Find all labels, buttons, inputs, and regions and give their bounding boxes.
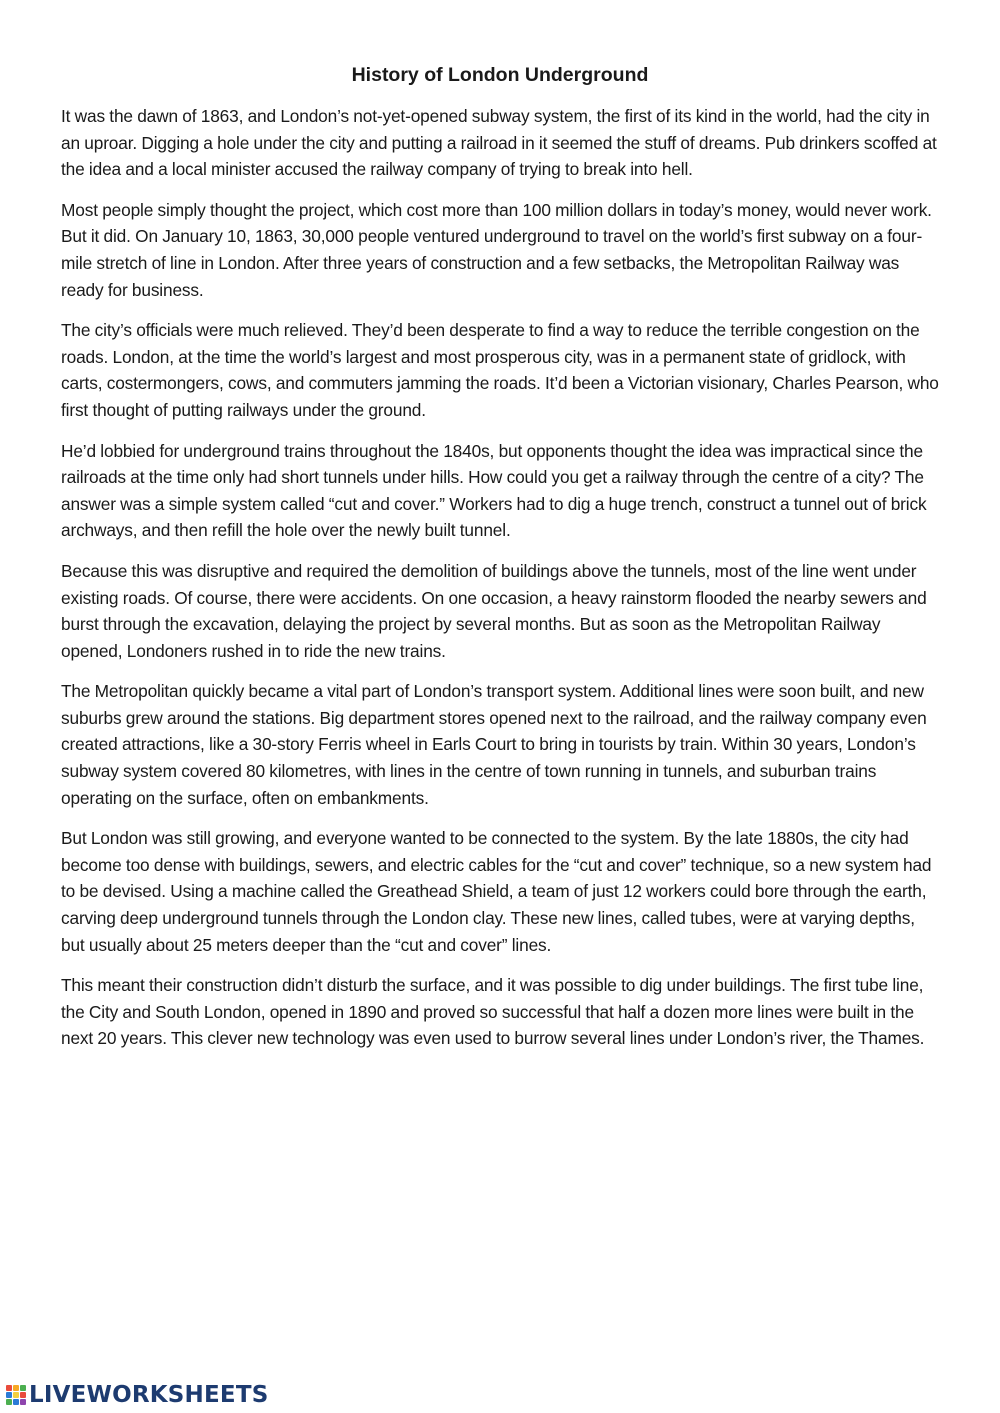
logo-text: LIVEWORKSHEETS: [29, 1382, 269, 1408]
logo-cell: [20, 1392, 26, 1398]
paragraph: Most people simply thought the project, which cost more than 100 million dollars in today’s money, would never work. But it did. On January 10, 1863, 30,000 people ventured underground to travel on the world’s first subway on a four-mile stretch of line in London. After three years of construction and a few setbacks, the Metropolitan Railway was ready for business.: [61, 199, 932, 300]
paragraph: Because this was disruptive and required the demolition of buildings above the tunnels, most of the line went under existing roads. Of course, there were accidents. On one occasion, a heavy rainstorm flooded the nearby sewers and burst through the excavation, delaying the project by several months. But as soon as the Metropolitan Railway opened, Londoners rushed in to ride the new trains.: [61, 560, 927, 661]
logo-cell: [20, 1385, 26, 1391]
logo-cell: [6, 1392, 12, 1398]
paragraph: He’d lobbied for underground trains throughout the 1840s, but opponents thought the idea was impractical since the railroads at the time only had short tunnels under hills. How could you get a railway through the centre of a city? The answer was a simple system called “cut and cover.” Workers had to dig a huge trench, construct a tunnel out of brick archways, and then refill the hole over the newly built tunnel.: [61, 440, 927, 541]
page-title: History of London Underground: [351, 64, 649, 86]
logo-cell: [6, 1385, 12, 1391]
paragraph: It was the dawn of 1863, and London’s not-yet-opened subway system, the first of its kind in the world, had the city in an uproar. Digging a hole under the city and putting a railroad in it seemed the stuff of dreams. Pub drinkers scoffed at the idea and a local minister accused the railway company of trying to break into hell.: [61, 106, 937, 180]
logo-cell: [13, 1392, 19, 1398]
liveworksheets-grid-icon: [6, 1385, 26, 1405]
paragraph: But London was still growing, and everyone wanted to be connected to the system. By the late 1880s, the city had become too dense with buildings, sewers, and electric cables for the “cut and cover” technique, so a new system had to be devised. Using a machine called the Greathead Shield, a team of just 12 workers could bore through the earth, carving deep underground tunnels through the London clay. These new lines, called tubes, were at varying depths, but usually about 25 meters deeper than the “cut and cover” lines.: [61, 828, 932, 955]
paragraph: This meant their construction didn’t disturb the surface, and it was possible to dig under buildings. The first tube line, the City and South London, opened in 1890 and proved so successful that half a dozen more lines were built in the next 20 years. This clever new technology was even used to burrow several lines under London’s river, the Thames.: [61, 975, 925, 1049]
liveworksheets-logo[interactable]: [6, 1380, 268, 1410]
paragraph: The Metropolitan quickly became a vital part of London’s transport system. Additional lines were soon built, and new suburbs grew around the stations. Big department stores opened next to the railroad, and the railway company even created attractions, like a 30-story Ferris wheel in Earls Court to bring in tourists by train. Within 30 years, London’s subway system covered 80 kilometres, with lines in the centre of town running in tunnels, and suburban trains operating on the surface, often on embankments.: [61, 681, 927, 808]
paragraph: The city’s officials were much relieved. They’d been desperate to find a way to reduce the terrible congestion on the roads. London, at the time the world’s largest and most prosperous city, was in a permanent state of gridlock, with carts, costermongers, cows, and commuters jamming the roads. It’d been a Victorian visionary, Charles Pearson, who first thought of putting railways under the ground.: [61, 320, 939, 420]
logo-cell: [13, 1385, 19, 1391]
article-body: [61, 103, 941, 1066]
logo-cell: [20, 1399, 26, 1405]
logo-cell: [13, 1399, 19, 1405]
logo-cell: [6, 1399, 12, 1405]
